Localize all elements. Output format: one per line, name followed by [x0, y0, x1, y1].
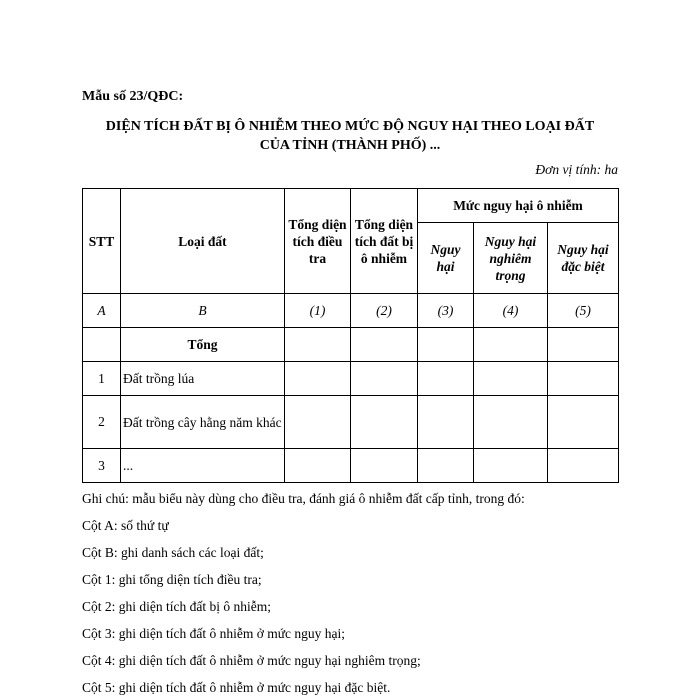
row-land-type: ...: [121, 449, 285, 483]
document-title-line-1: DIỆN TÍCH ĐẤT BỊ Ô NHIỄM THEO MỨC ĐỘ NGUY HẠI THEO LOẠI ĐẤT: [105, 119, 595, 134]
code-cell: (1): [285, 294, 351, 328]
table-cell: [474, 328, 548, 362]
row-stt: 3: [83, 449, 121, 483]
header-land-type: Loại đất: [121, 189, 285, 294]
header-stt: STT: [83, 189, 121, 294]
table-cell: [83, 328, 121, 362]
header-hazard-3: Nguy hại đặc biệt: [548, 223, 619, 294]
table-cell: [474, 396, 548, 449]
note-column-b: Cột B: ghi danh sách các loại đất;: [82, 545, 264, 560]
note-column-5: Cột 5: ghi diện tích đất ô nhiễm ở mức nguy hại đặc biệt.: [82, 680, 391, 695]
report-table: [82, 188, 619, 483]
code-cell: B: [121, 294, 285, 328]
table-cell: [351, 396, 418, 449]
form-number: Mẫu số 23/QĐC:: [82, 89, 184, 104]
table-cell: [351, 449, 418, 483]
header-total-polluted: Tổng diện tích đất bị ô nhiễm: [351, 189, 418, 294]
table-cell: [418, 362, 474, 396]
header-hazard-2: Nguy hại nghiêm trọng: [474, 223, 548, 294]
header-total-surveyed: Tổng diện tích điều tra: [285, 189, 351, 294]
total-row: [83, 328, 619, 362]
table-cell: [474, 449, 548, 483]
note-column-2: Cột 2: ghi diện tích đất bị ô nhiễm;: [82, 599, 271, 614]
header-hazard-1: Nguy hại: [418, 223, 474, 294]
code-cell: (4): [474, 294, 548, 328]
table-cell: [418, 328, 474, 362]
table-cell: [418, 396, 474, 449]
table-cell: [285, 362, 351, 396]
table-cell: [548, 396, 619, 449]
header-hazard-group: Mức nguy hại ô nhiễm: [418, 189, 619, 223]
table-cell: [418, 449, 474, 483]
code-cell: A: [83, 294, 121, 328]
table-row: [83, 449, 619, 483]
note-intro: Ghi chú: mẫu biểu này dùng cho điều tra, đánh giá ô nhiễm đất cấp tỉnh, trong đó:: [82, 491, 525, 506]
row-stt: 1: [83, 362, 121, 396]
table-cell: [351, 328, 418, 362]
total-label: Tổng: [121, 328, 285, 362]
row-land-type: Đất trồng cây hằng năm khác: [121, 396, 285, 449]
table-cell: [548, 362, 619, 396]
table-cell: [548, 328, 619, 362]
code-row: [83, 294, 619, 328]
note-column-3: Cột 3: ghi diện tích đất ô nhiễm ở mức nguy hại;: [82, 626, 346, 641]
table-cell: [285, 396, 351, 449]
row-stt: 2: [83, 396, 121, 449]
table-cell: [285, 328, 351, 362]
table-cell: [285, 449, 351, 483]
note-column-1: Cột 1: ghi tổng diện tích điều tra;: [82, 572, 262, 587]
table-cell: [548, 449, 619, 483]
table-row: [83, 396, 619, 449]
unit-label: Đơn vị tính: ha: [535, 162, 618, 177]
code-cell: (2): [351, 294, 418, 328]
code-cell: (5): [548, 294, 619, 328]
table-cell: [351, 362, 418, 396]
note-column-4: Cột 4: ghi diện tích đất ô nhiễm ở mức nguy hại nghiêm trọng;: [82, 653, 421, 668]
note-column-a: Cột A: số thứ tự: [82, 518, 169, 533]
header-row-1: [83, 189, 619, 223]
code-cell: (3): [418, 294, 474, 328]
table-row: [83, 362, 619, 396]
table-cell: [474, 362, 548, 396]
row-land-type: Đất trồng lúa: [121, 362, 285, 396]
document-title-line-2: CỦA TỈNH (THÀNH PHỐ) ...: [259, 138, 441, 153]
